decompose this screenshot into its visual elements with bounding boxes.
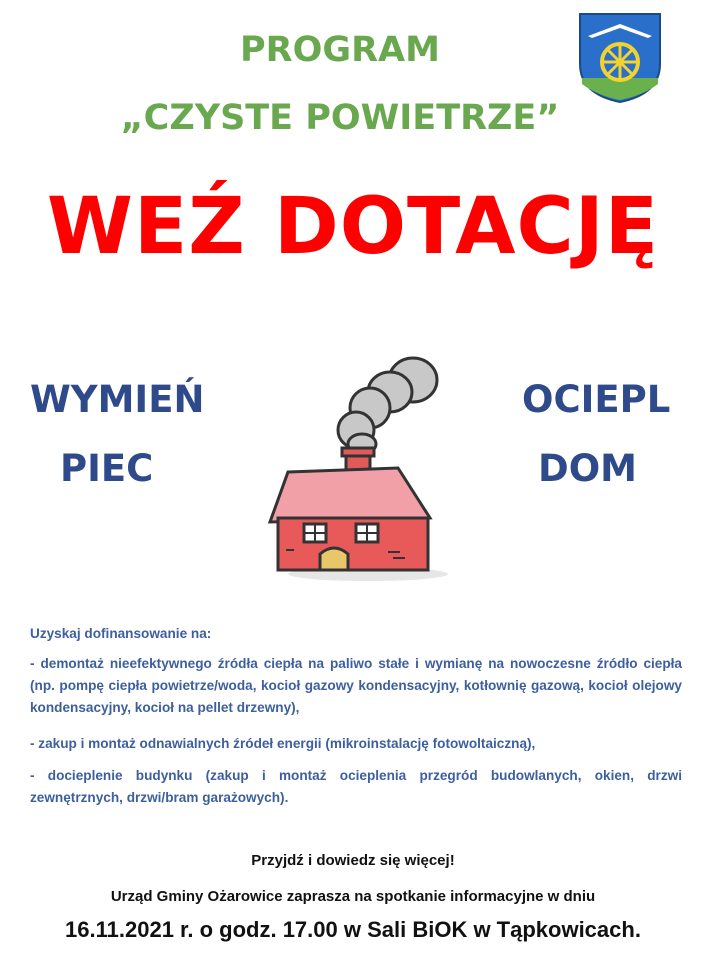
bullet-renewable-energy: - zakup i montaż odnawialnych źródeł energii (mikroinstalację fotowoltaiczną), [30,736,536,751]
program-title: PROGRAM [240,30,440,70]
right-slogan-line2: DOM [538,447,637,490]
left-slogan-line2: PIEC [60,447,154,490]
footer-call-to-action: Przyjdź i dowiedz się więcej! [251,852,455,869]
bullet-insulation: - docieplenie budynku (zakup i montaż ocieplenia przegród budowlanych, okien, drzwi zewnętrznych, drzwi/bram garażowych). [30,768,682,805]
smoke-icon [338,358,437,454]
footer-date-location: 16.11.2021 r. o godz. 17.00 w Sali BiOK w Tąpkowicach. [65,917,641,942]
footer-invitation: Urząd Gminy Ożarowice zaprasza na spotkanie informacyjne w dniu [110,888,596,905]
program-name: „CZYSTE POWIETRZE” [120,98,560,138]
left-slogan-line1: WYMIEŃ [30,378,205,421]
headline: WEŹ DOTACJĘ [46,182,660,272]
right-slogan-line1: OCIEPL [522,378,671,421]
house-illustration [258,352,448,584]
bullet-heat-source: - demontaż nieefektywnego źródła ciepła na paliwo stałe i wymianę na nowoczesne źródło ciepła (np. pompę ciepła powietrze/woda, kocioł gazowy kondensacyjny, kotłownię gazową, kocioł olejowy kondensacyjny, kocioł na pellet drzewny), [30,656,682,715]
intro-text: Uzyskaj dofinansowanie na: [30,626,212,641]
